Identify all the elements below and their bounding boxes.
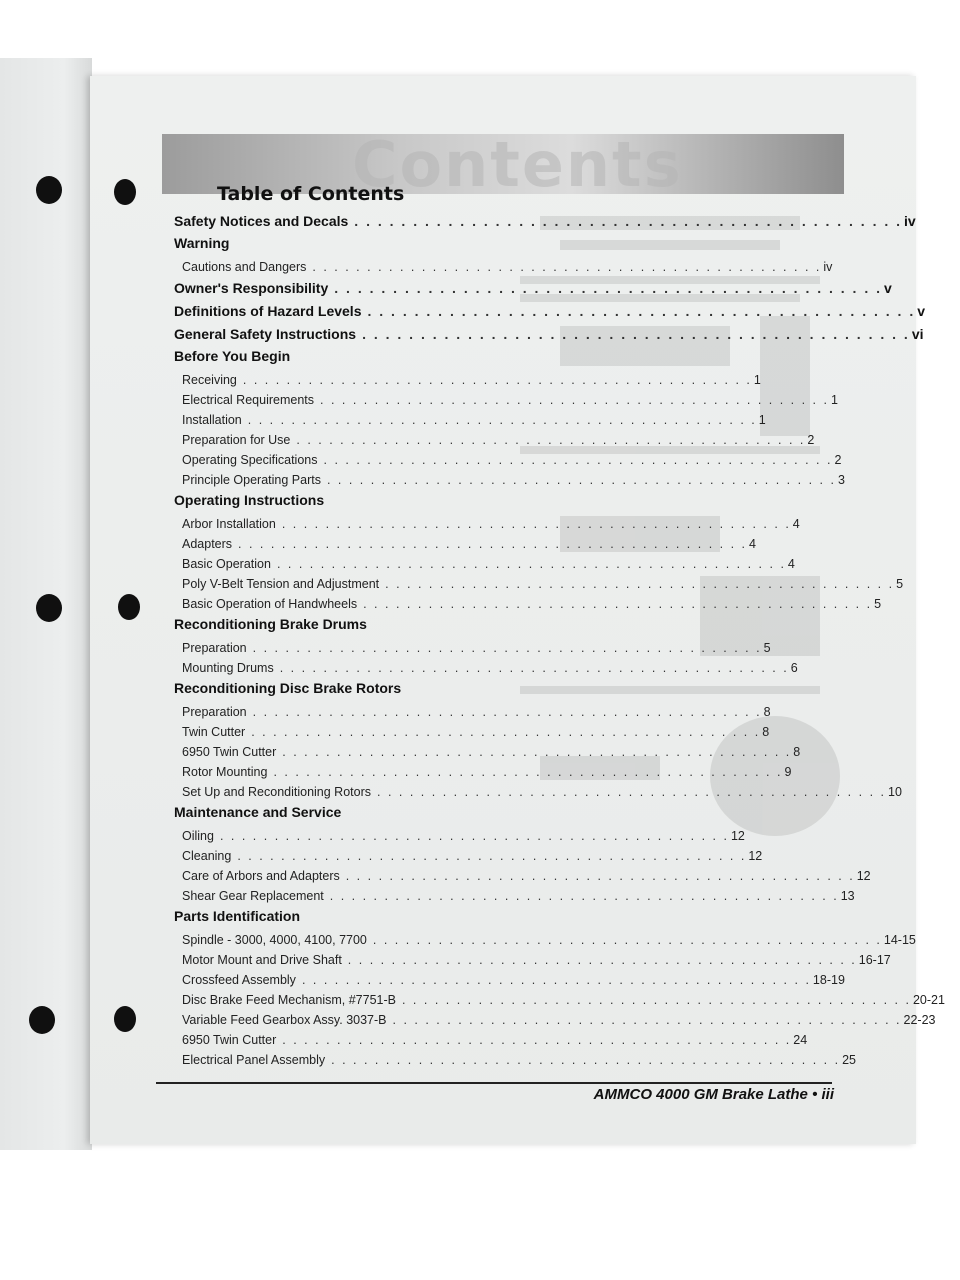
- toc-entry-label: Electrical Requirements: [182, 393, 314, 407]
- toc-entry[interactable]: [174, 554, 795, 574]
- toc-entry-label: Safety Notices and Decals: [174, 213, 349, 229]
- toc-entry-page-number: 6: [790, 661, 798, 675]
- dot-leader: . . . . . . . . . . . . . . . . . . . . . . . . . . . . . . . . . . . . . . . . . . . . . . .: [377, 785, 886, 799]
- toc-entry-label: Adapters: [182, 537, 233, 551]
- toc-entry-page-number: 22-23: [903, 1013, 936, 1027]
- toc-entry[interactable]: [174, 594, 882, 614]
- toc-section-heading: [174, 348, 480, 370]
- toc-entry-page-number: 2: [807, 433, 815, 447]
- toc-section-heading: [174, 616, 480, 638]
- toc-entry-label: Cleaning: [182, 849, 232, 863]
- toc-entry[interactable]: [174, 534, 756, 554]
- toc-entry[interactable]: [174, 886, 855, 906]
- dot-leader: . . . . . . . . . . . . . . . . . . . . . . . . . . . . . . . . . . . . . . . . . . . . . . .: [296, 433, 806, 447]
- toc-entry-page-number: 5: [896, 577, 904, 591]
- toc-entry[interactable]: [174, 782, 902, 802]
- toc-entry-label: Receiving: [182, 373, 237, 387]
- dot-leader: . . . . . . . . . . . . . . . . . . . . . . . . . . . . . . . . . . . . . . . . . . . . . . .: [323, 453, 833, 467]
- toc-section-title: Reconditioning Brake Drums: [174, 616, 367, 632]
- toc-entry[interactable]: [174, 762, 792, 782]
- toc-entry-label: 6950 Twin Cutter: [182, 1033, 277, 1047]
- toc-entry-page-number: 16-17: [858, 953, 891, 967]
- toc-title: Table of Contents: [217, 183, 405, 205]
- dot-leader: . . . . . . . . . . . . . . . . . . . . . . . . . . . . . . . . . . . . . . . . . . . . . . .: [276, 557, 786, 571]
- dot-leader: . . . . . . . . . . . . . . . . . . . . . . . . . . . . . . . . . . . . . . . . . . . . . . .: [326, 473, 836, 487]
- toc-entry-label: Poly V-Belt Tension and Adjustment: [182, 577, 380, 591]
- footer-rule: [156, 1082, 832, 1084]
- toc-entry[interactable]: [174, 930, 916, 950]
- binder-hole: [36, 176, 62, 204]
- toc-entry-page-number: 1: [758, 413, 766, 427]
- toc-section-heading: [174, 804, 480, 826]
- binder-hole: [118, 594, 140, 620]
- toc-entry-label: Basic Operation of Handwheels: [182, 597, 358, 611]
- toc-entry[interactable]: [174, 658, 798, 678]
- dot-leader: . . . . . . . . . . . . . . . . . . . . . . . . . . . . . . . . . . . . . . . . . . . . . . .: [282, 1033, 792, 1047]
- toc-entry[interactable]: [174, 574, 904, 594]
- dot-leader: . . . . . . . . . . . . . . . . . . . . . . . . . . . . . . . . . . . . . . . . . . . . . . .: [279, 661, 789, 675]
- toc-entry-label: Crossfeed Assembly: [182, 973, 296, 987]
- toc-entry-label: Definitions of Hazard Levels: [174, 303, 362, 319]
- toc-entry-label: Spindle - 3000, 4000, 4100, 7700: [182, 933, 367, 947]
- toc-entry-page-number: 8: [763, 705, 771, 719]
- toc-section-title: Warning: [174, 235, 230, 251]
- dot-leader: . . . . . . . . . . . . . . . . . . . . . . . . . . . . . . . . . . . . . . . . . . . . . . .: [363, 597, 873, 611]
- toc-entry-page-number: 1: [753, 373, 761, 387]
- toc-entry-label: Shear Gear Replacement: [182, 889, 324, 903]
- binder-hole: [36, 594, 62, 622]
- toc-entry[interactable]: [174, 742, 801, 762]
- toc-entry-label: Cautions and Dangers: [182, 260, 307, 274]
- toc-entry-page-number: 4: [792, 517, 800, 531]
- dot-leader: . . . . . . . . . . . . . . . . . . . . . . . . . . . . . . . . . . . . . . . . . . . . . . .: [237, 849, 747, 863]
- toc-entry-page-number: 18-19: [812, 973, 845, 987]
- toc-entry-page-number: 5: [874, 597, 882, 611]
- toc-entry[interactable]: [174, 702, 771, 722]
- toc-section-title: Parts Identification: [174, 908, 301, 924]
- toc-entry-label: Care of Arbors and Adapters: [182, 869, 340, 883]
- toc-entry-label: Twin Cutter: [182, 725, 246, 739]
- toc-entry-page-number: 12: [748, 849, 763, 863]
- toc-entry[interactable]: [174, 1010, 936, 1030]
- toc-entry-label: Basic Operation: [182, 557, 271, 571]
- toc-entry-page-number: 10: [888, 785, 902, 799]
- toc-section-heading: [174, 235, 480, 257]
- dot-leader: . . . . . . . . . . . . . . . . . . . . . . . . . . . . . . . . . . . . . . . . . . . . . . .: [238, 537, 748, 551]
- toc-entry[interactable]: [174, 846, 763, 866]
- toc-entry-page-number: 4: [787, 557, 795, 571]
- toc-entry-page-number: iv: [823, 260, 833, 274]
- binder-hole: [114, 1006, 136, 1032]
- toc-entry-label: Rotor Mounting: [182, 765, 268, 779]
- table-of-contents: [174, 210, 945, 1070]
- toc-entry-page-number: 14-15: [883, 933, 916, 947]
- toc-section-heading: [174, 908, 480, 930]
- toc-entry-page-number: 1: [830, 393, 838, 407]
- toc-entry[interactable]: [174, 277, 892, 300]
- toc-entry-page-number: 5: [763, 641, 771, 655]
- dot-leader: . . . . . . . . . . . . . . . . . . . . . . . . . . . . . . . . . . . . . . . . . . . . . . .: [401, 993, 911, 1007]
- toc-entry-label: Principle Operating Parts: [182, 473, 321, 487]
- toc-entry[interactable]: [174, 722, 770, 742]
- dot-leader: . . . . . . . . . . . . . . . . . . . . . . . . . . . . . . . . . . . . . . . . . . . . . . .: [329, 889, 839, 903]
- dot-leader: . . . . . . . . . . . . . . . . . . . . . . . . . . . . . . . . . . . . . . . . . . . . . . .: [219, 829, 729, 843]
- toc-entry-page-number: iv: [904, 213, 916, 229]
- toc-entry[interactable]: [174, 257, 833, 277]
- dot-leader: . . . . . . . . . . . . . . . . . . . . . . . . . . . . . . . . . . . . . . . . . . . . . . .: [242, 373, 752, 387]
- toc-entry-label: Motor Mount and Drive Shaft: [182, 953, 342, 967]
- toc-entry-page-number: v: [884, 280, 892, 296]
- toc-entry[interactable]: [174, 390, 838, 410]
- toc-entry[interactable]: [174, 970, 845, 990]
- binder-hole: [29, 1006, 55, 1034]
- toc-entry[interactable]: [174, 470, 845, 490]
- toc-entry[interactable]: [174, 866, 871, 886]
- binder-hole: [114, 179, 136, 205]
- toc-entry-label: Set Up and Reconditioning Rotors: [182, 785, 372, 799]
- toc-section-heading: [174, 680, 480, 702]
- toc-entry-page-number: 2: [834, 453, 842, 467]
- dot-leader: . . . . . . . . . . . . . . . . . . . . . . . . . . . . . . . . . . . . . . . . . . . . . . .: [252, 641, 762, 655]
- toc-entry[interactable]: [174, 210, 916, 233]
- toc-entry-label: Installation: [182, 413, 242, 427]
- toc-entry[interactable]: [174, 1030, 808, 1050]
- toc-section-title: Operating Instructions: [174, 492, 325, 508]
- dot-leader: . . . . . . . . . . . . . . . . . . . . . . . . . . . . . . . . . . . . . . . . . . . . . . .: [252, 705, 762, 719]
- dot-leader: . . . . . . . . . . . . . . . . . . . . . . . . . . . . . . . . . . . . . . . . . . . . . . .: [334, 280, 883, 296]
- dot-leader: . . . . . . . . . . . . . . . . . . . . . . . . . . . . . . . . . . . . . . . . . . . . . . .: [367, 303, 916, 319]
- dot-leader: . . . . . . . . . . . . . . . . . . . . . . . . . . . . . . . . . . . . . . . . . . . . . . .: [320, 393, 829, 407]
- toc-entry-label: General Safety Instructions: [174, 326, 357, 342]
- dot-leader: . . . . . . . . . . . . . . . . . . . . . . . . . . . . . . . . . . . . . . . . . . . . . . .: [273, 765, 783, 779]
- toc-entry-label: Oiling: [182, 829, 214, 843]
- toc-entry-label: Electrical Panel Assembly: [182, 1053, 326, 1067]
- toc-entry[interactable]: [174, 410, 766, 430]
- toc-entry-page-number: 3: [837, 473, 845, 487]
- dot-leader: . . . . . . . . . . . . . . . . . . . . . . . . . . . . . . . . . . . . . . . . . . . . . . .: [251, 725, 761, 739]
- toc-entry-page-number: 9: [784, 765, 792, 779]
- toc-entry-page-number: 12: [730, 829, 745, 843]
- dot-leader: . . . . . . . . . . . . . . . . . . . . . . . . . . . . . . . . . . . . . . . . . . . . . . .: [247, 413, 757, 427]
- toc-entry-label: Mounting Drums: [182, 661, 274, 675]
- toc-entry-label: Disc Brake Feed Mechanism, #7751-B: [182, 993, 396, 1007]
- toc-entry[interactable]: [174, 950, 891, 970]
- dot-leader: . . . . . . . . . . . . . . . . . . . . . . . . . . . . . . . . . . . . . . . . . . . . . . .: [331, 1053, 841, 1067]
- toc-entry[interactable]: [174, 450, 842, 470]
- toc-entry-label: Variable Feed Gearbox Assy. 3037-B: [182, 1013, 387, 1027]
- toc-entry[interactable]: [174, 990, 945, 1010]
- toc-entry[interactable]: [174, 300, 926, 323]
- toc-section-title: Maintenance and Service: [174, 804, 342, 820]
- dot-leader: . . . . . . . . . . . . . . . . . . . . . . . . . . . . . . . . . . . . . . . . . . . . . . .: [354, 213, 903, 229]
- dot-leader: . . . . . . . . . . . . . . . . . . . . . . . . . . . . . . . . . . . . . . . . . . . . . . .: [392, 1013, 902, 1027]
- contents-page: [90, 76, 945, 1144]
- toc-entry-page-number: 24: [793, 1033, 808, 1047]
- toc-entry-page-number: 4: [749, 537, 756, 551]
- dot-leader: . . . . . . . . . . . . . . . . . . . . . . . . . . . . . . . . . . . . . . . . . . . . . . .: [345, 869, 855, 883]
- toc-entry[interactable]: [174, 370, 761, 390]
- toc-entry-label: 6950 Twin Cutter: [182, 745, 277, 759]
- toc-entry-page-number: 8: [793, 745, 801, 759]
- toc-entry-label: Owner's Responsibility: [174, 280, 329, 296]
- toc-entry-label: Preparation: [182, 705, 247, 719]
- toc-entry[interactable]: [174, 826, 745, 846]
- toc-section-heading: [174, 492, 480, 514]
- banner-word: Contents: [352, 128, 683, 201]
- dot-leader: . . . . . . . . . . . . . . . . . . . . . . . . . . . . . . . . . . . . . . . . . . . . . . .: [362, 326, 910, 342]
- toc-entry-page-number: vi: [911, 326, 924, 342]
- toc-entry-page-number: 13: [840, 889, 855, 903]
- toc-entry-page-number: 25: [842, 1053, 857, 1067]
- dot-leader: . . . . . . . . . . . . . . . . . . . . . . . . . . . . . . . . . . . . . . . . . . . . . . .: [282, 745, 792, 759]
- toc-entry-label: Preparation for Use: [182, 433, 291, 447]
- toc-entry[interactable]: [174, 638, 771, 658]
- toc-section-title: Before You Begin: [174, 348, 291, 364]
- toc-entry-label: Preparation: [182, 641, 247, 655]
- dot-leader: . . . . . . . . . . . . . . . . . . . . . . . . . . . . . . . . . . . . . . . . . . . . . . .: [301, 973, 811, 987]
- dot-leader: . . . . . . . . . . . . . . . . . . . . . . . . . . . . . . . . . . . . . . . . . . . . . . .: [347, 953, 857, 967]
- toc-entry-page-number: 12: [856, 869, 871, 883]
- toc-entry-label: Arbor Installation: [182, 517, 276, 531]
- toc-entry[interactable]: [174, 430, 815, 450]
- toc-entry-page-number: 8: [762, 725, 770, 739]
- toc-entry-page-number: v: [917, 303, 926, 319]
- toc-entry-label: Operating Specifications: [182, 453, 318, 467]
- toc-section-title: Reconditioning Disc Brake Rotors: [174, 680, 402, 696]
- toc-entry-page-number: 20-21: [912, 993, 945, 1007]
- toc-entry[interactable]: [174, 514, 800, 534]
- dot-leader: . . . . . . . . . . . . . . . . . . . . . . . . . . . . . . . . . . . . . . . . . . . . . . .: [281, 517, 791, 531]
- dot-leader: . . . . . . . . . . . . . . . . . . . . . . . . . . . . . . . . . . . . . . . . . . . . . . .: [372, 933, 882, 947]
- toc-entry[interactable]: [174, 1050, 857, 1070]
- page-footer: AMMCO 4000 GM Brake Lathe • iii: [593, 1086, 834, 1103]
- dot-leader: . . . . . . . . . . . . . . . . . . . . . . . . . . . . . . . . . . . . . . . . . . . . . . .: [312, 260, 822, 274]
- dot-leader: . . . . . . . . . . . . . . . . . . . . . . . . . . . . . . . . . . . . . . . . . . . . . . .: [385, 577, 895, 591]
- toc-entry[interactable]: [174, 323, 924, 346]
